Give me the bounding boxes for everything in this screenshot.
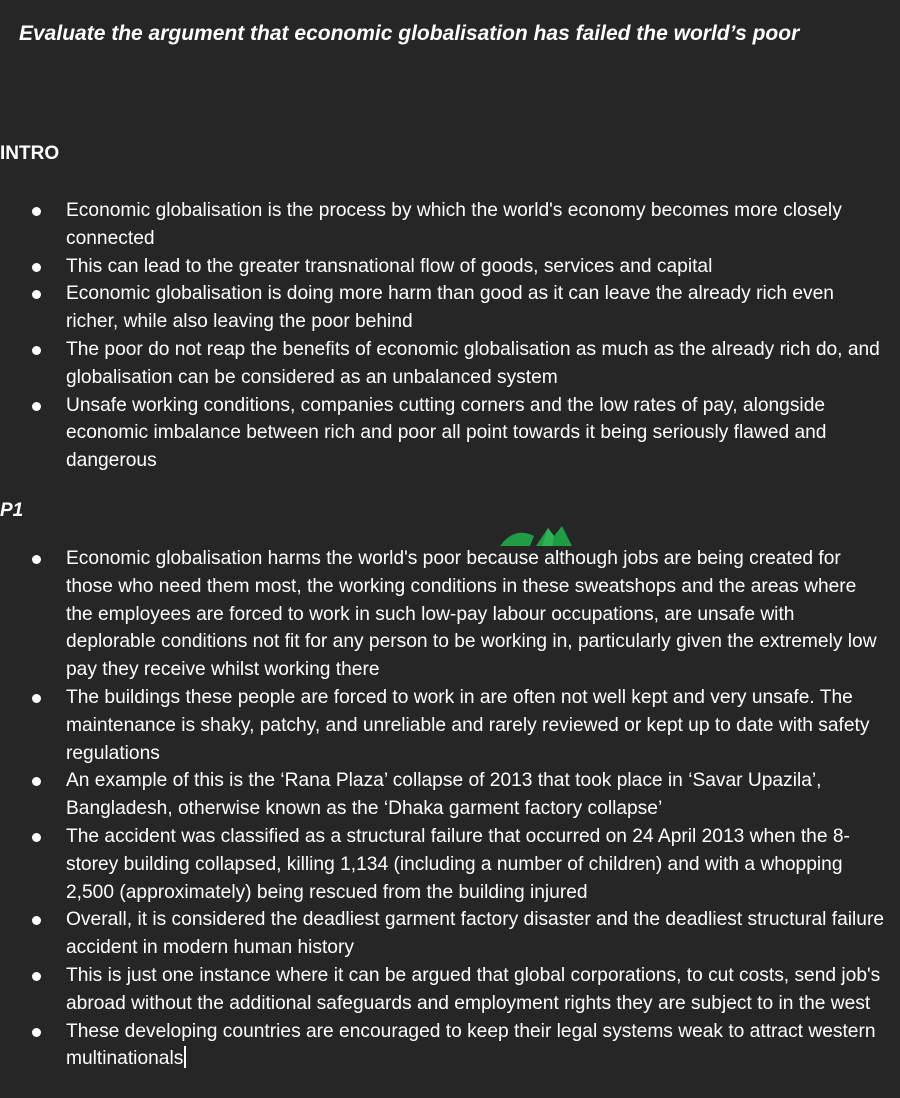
list-item[interactable] xyxy=(0,962,900,1018)
bullet-dot-icon xyxy=(32,555,41,564)
bullet-text: Unsafe working conditions, companies cutting corners and the low rates of pay, alongside economic imbalance between rich and poor all point towards it being seriously flawed and dangerous xyxy=(66,394,827,472)
list-item[interactable] xyxy=(0,197,900,253)
list-item[interactable] xyxy=(0,1018,900,1074)
list-item[interactable] xyxy=(0,392,900,475)
section-heading-p1: P1 xyxy=(0,500,24,521)
list-item[interactable] xyxy=(0,906,900,962)
bullet-dot-icon xyxy=(32,777,41,786)
text-cursor-icon xyxy=(184,1046,186,1068)
bullet-text: These developing countries are encouraged to keep their legal systems weak to attract western multinationals xyxy=(66,1020,876,1070)
bullet-dot-icon xyxy=(32,694,41,703)
list-item[interactable] xyxy=(0,545,900,684)
bullet-text: Economic globalisation is doing more harm than good as it can leave the already rich even richer, while also leaving the poor behind xyxy=(66,283,834,333)
bullet-dot-icon xyxy=(32,833,41,842)
bullet-dot-icon xyxy=(32,402,41,411)
bullet-dot-icon xyxy=(32,207,41,216)
bullet-text: The buildings these people are forced to work in are often not well kept and very unsafe. The maintenance is shaky, patchy, and unreliable and rarely reviewed or kept up to date with safety regulations xyxy=(66,686,870,764)
list-item[interactable] xyxy=(0,280,900,336)
bullet-text: An example of this is the ‘Rana Plaza’ collapse of 2013 that took place in ‘Savar Upazila’, Bangladesh, otherwise known as the ‘Dhaka garment factory collapse’ xyxy=(66,770,822,820)
bullet-dot-icon xyxy=(32,1028,41,1037)
list-item[interactable] xyxy=(0,684,900,767)
bullet-text: Economic globalisation harms the world's poor because although jobs are being created for those who need them most, the working conditions in these sweatshops and the areas where the employees are forced to work in such low-pay labour occupations, are unsafe with deplorable conditions not fit for any person to be working in, particularly given the extremely low pay they receive whilst working there xyxy=(66,548,877,681)
p1-bullet-list xyxy=(0,545,900,1073)
bullet-dot-icon xyxy=(32,972,41,981)
list-item[interactable] xyxy=(0,767,900,823)
list-item[interactable] xyxy=(0,253,900,281)
bullet-dot-icon xyxy=(32,263,41,272)
bullet-text: The poor do not reap the benefits of economic globalisation as much as the already rich do, and globalisation can be considered as an unbalanced system xyxy=(66,338,880,388)
section-heading-intro: INTRO xyxy=(0,143,60,164)
bullet-dot-icon xyxy=(32,916,41,925)
bullet-dot-icon xyxy=(32,290,41,299)
bullet-text: This can lead to the greater transnational flow of goods, services and capital xyxy=(66,255,713,277)
intro-bullet-list xyxy=(0,197,900,475)
bullet-dot-icon xyxy=(32,346,41,355)
bullet-text: The accident was classified as a structural failure that occurred on 24 April 2013 when the 8-storey building collapsed, killing 1,134 (including a number of children) and with a whopping 2,500 (approximately) being rescued from the building injured xyxy=(66,825,850,903)
document-title: Evaluate the argument that economic globalisation has failed the world’s poor xyxy=(19,22,800,45)
list-item[interactable] xyxy=(0,823,900,906)
bullet-text: This is just one instance where it can be argued that global corporations, to cut costs, send job's abroad without the additional safeguards and employment rights they are subject to in the west xyxy=(66,964,881,1014)
list-item[interactable] xyxy=(0,336,900,392)
bullet-text: Economic globalisation is the process by which the world's economy becomes more closely connected xyxy=(66,200,842,249)
bullet-text: Overall, it is considered the deadliest garment factory disaster and the deadliest structural failure accident in modern human history xyxy=(66,909,885,959)
